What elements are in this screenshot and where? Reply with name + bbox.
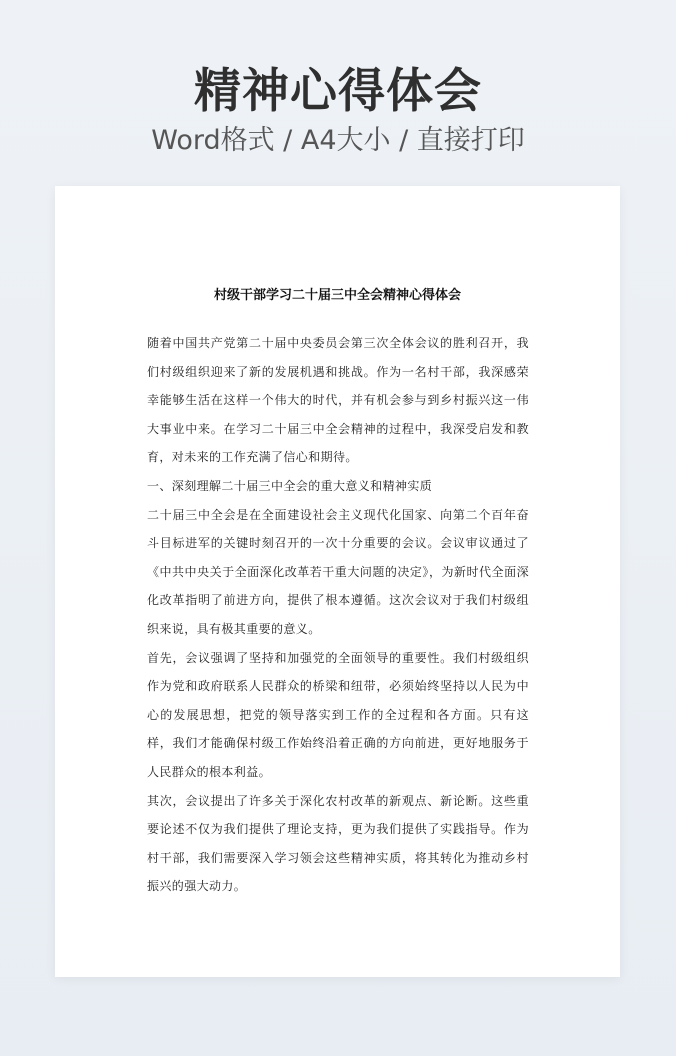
paragraph-second: 其次，会议提出了许多关于深化农村改革的新观点、新论断。这些重要论述不仅为我们提供了理论支持，更为我们提供了实践指导。作为村干部，我们需要深入学习领会这些精神实质，将其转化为推动乡村振兴的强大动力。: [147, 793, 529, 894]
document-body: [147, 329, 529, 901]
document-page: [55, 186, 620, 977]
paragraph-intro: 随着中国共产党第二十届中央委员会第三次全体会议的胜利召开，我们村级组织迎来了新的发展机遇和挑战。作为一名村干部，我深感荣幸能够生活在这样一个伟大的时代，并有机会参与到乡村振兴这一伟大事业中来。在学习二十届三中全会精神的过程中，我深受启发和教育，对未来的工作充满了信心和期待。: [147, 336, 529, 465]
paragraph-significance: 二十届三中全会是在全面建设社会主义现代化国家、向第二个百年奋斗目标进军的关键时刻召开的一次十分重要的会议。会议审议通过了《中共中央关于全面深化改革若干重大问题的决定》，为新时代全面深化改革指明了前进方向，提供了根本遵循。这次会议对于我们村级组织来说，具有极其重要的意义。: [147, 507, 529, 636]
section-heading: 一、深刻理解二十届三中全会的重大意义和精神实质: [147, 478, 433, 493]
cover-title: 精神心得体会: [194, 64, 482, 119]
cover-header: [0, 62, 676, 158]
cover-subtitle: Word格式 / A4大小 / 直接打印: [151, 125, 525, 156]
document-title: 村级干部学习二十届三中全会精神心得体会: [213, 288, 461, 303]
paragraph-first: 首先，会议强调了坚持和加强党的全面领导的重要性。我们村级组织作为党和政府联系人民群众的桥梁和纽带，必须始终坚持以人民为中心的发展思想，把党的领导落实到工作的全过程和各方面。只有这样，我们才能确保村级工作始终沿着正确的方向前进，更好地服务于人民群众的根本利益。: [147, 650, 529, 779]
